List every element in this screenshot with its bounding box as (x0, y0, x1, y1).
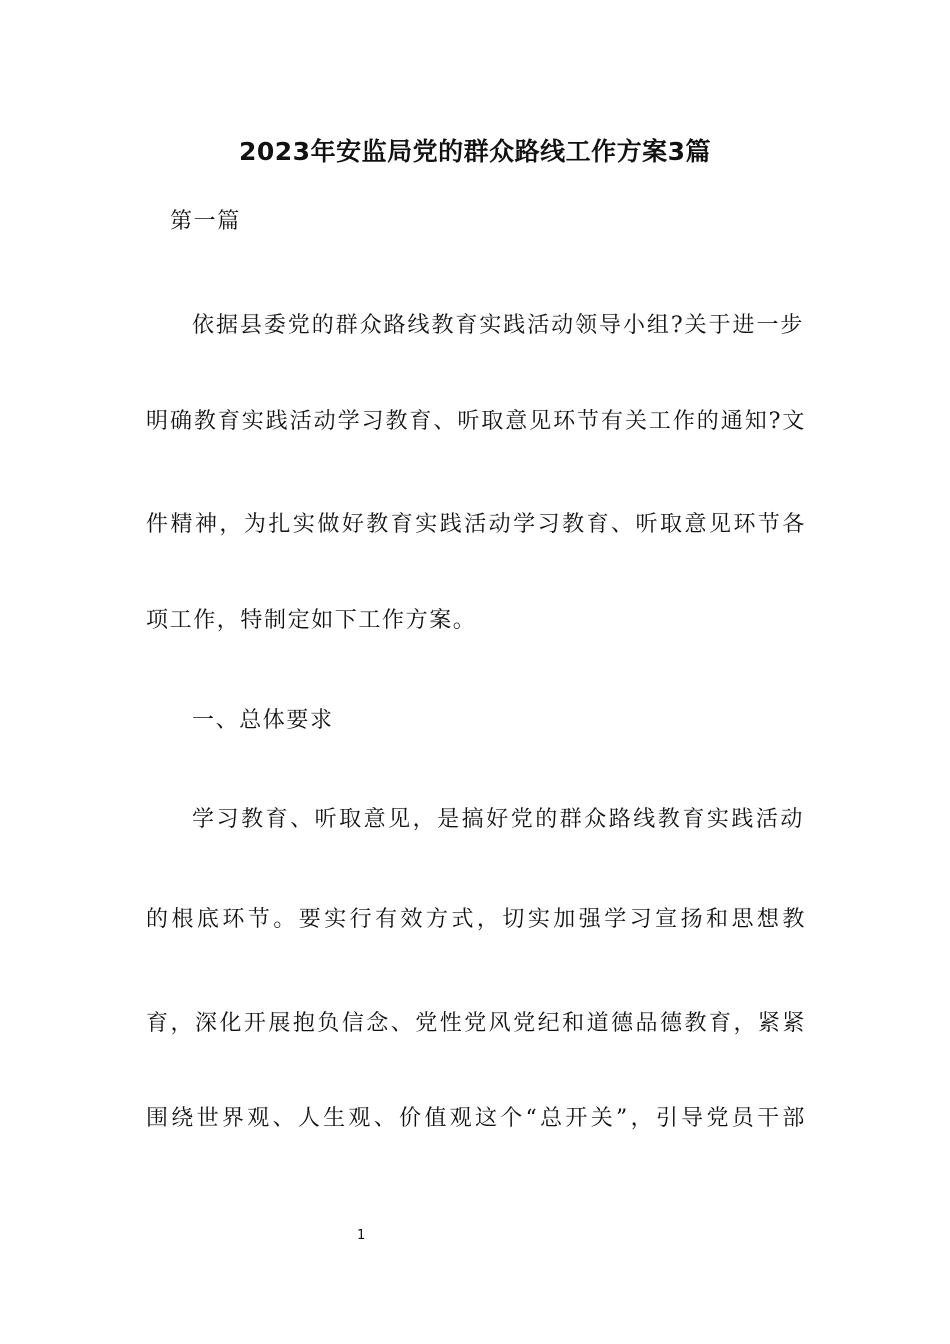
section-label: 第一篇 (170, 209, 241, 234)
paragraph-line: 的根底环节。要实行有效方式，切实加强学习宣扬和思想教 (146, 907, 806, 932)
section-heading: 一、总体要求 (192, 708, 334, 733)
paragraph-line: 围绕世界观、人生观、价值观这个“总开关”，引导党员干部 (146, 1106, 806, 1131)
page-number: 1 (357, 1228, 366, 1243)
paragraph-line: 明确教育实践活动学习教育、听取意见环节有关工作的通知?文 (146, 409, 806, 434)
paragraph-line: 依据县委党的群众路线教育实践活动领导小组?关于进一步 (192, 313, 804, 338)
paragraph-line: 项工作，特制定如下工作方案。 (146, 608, 477, 633)
paragraph-line: 育，深化开展抱负信念、党性党风党纪和道德品德教育，紧紧 (146, 1011, 806, 1036)
paragraph-line: 学习教育、听取意见，是搞好党的群众路线教育实践活动 (192, 807, 804, 832)
paragraph-line: 件精神，为扎实做好教育实践活动学习教育、听取意见环节各 (146, 512, 806, 537)
document-title: 2023年安监局党的群众路线工作方案3篇 (239, 137, 711, 166)
